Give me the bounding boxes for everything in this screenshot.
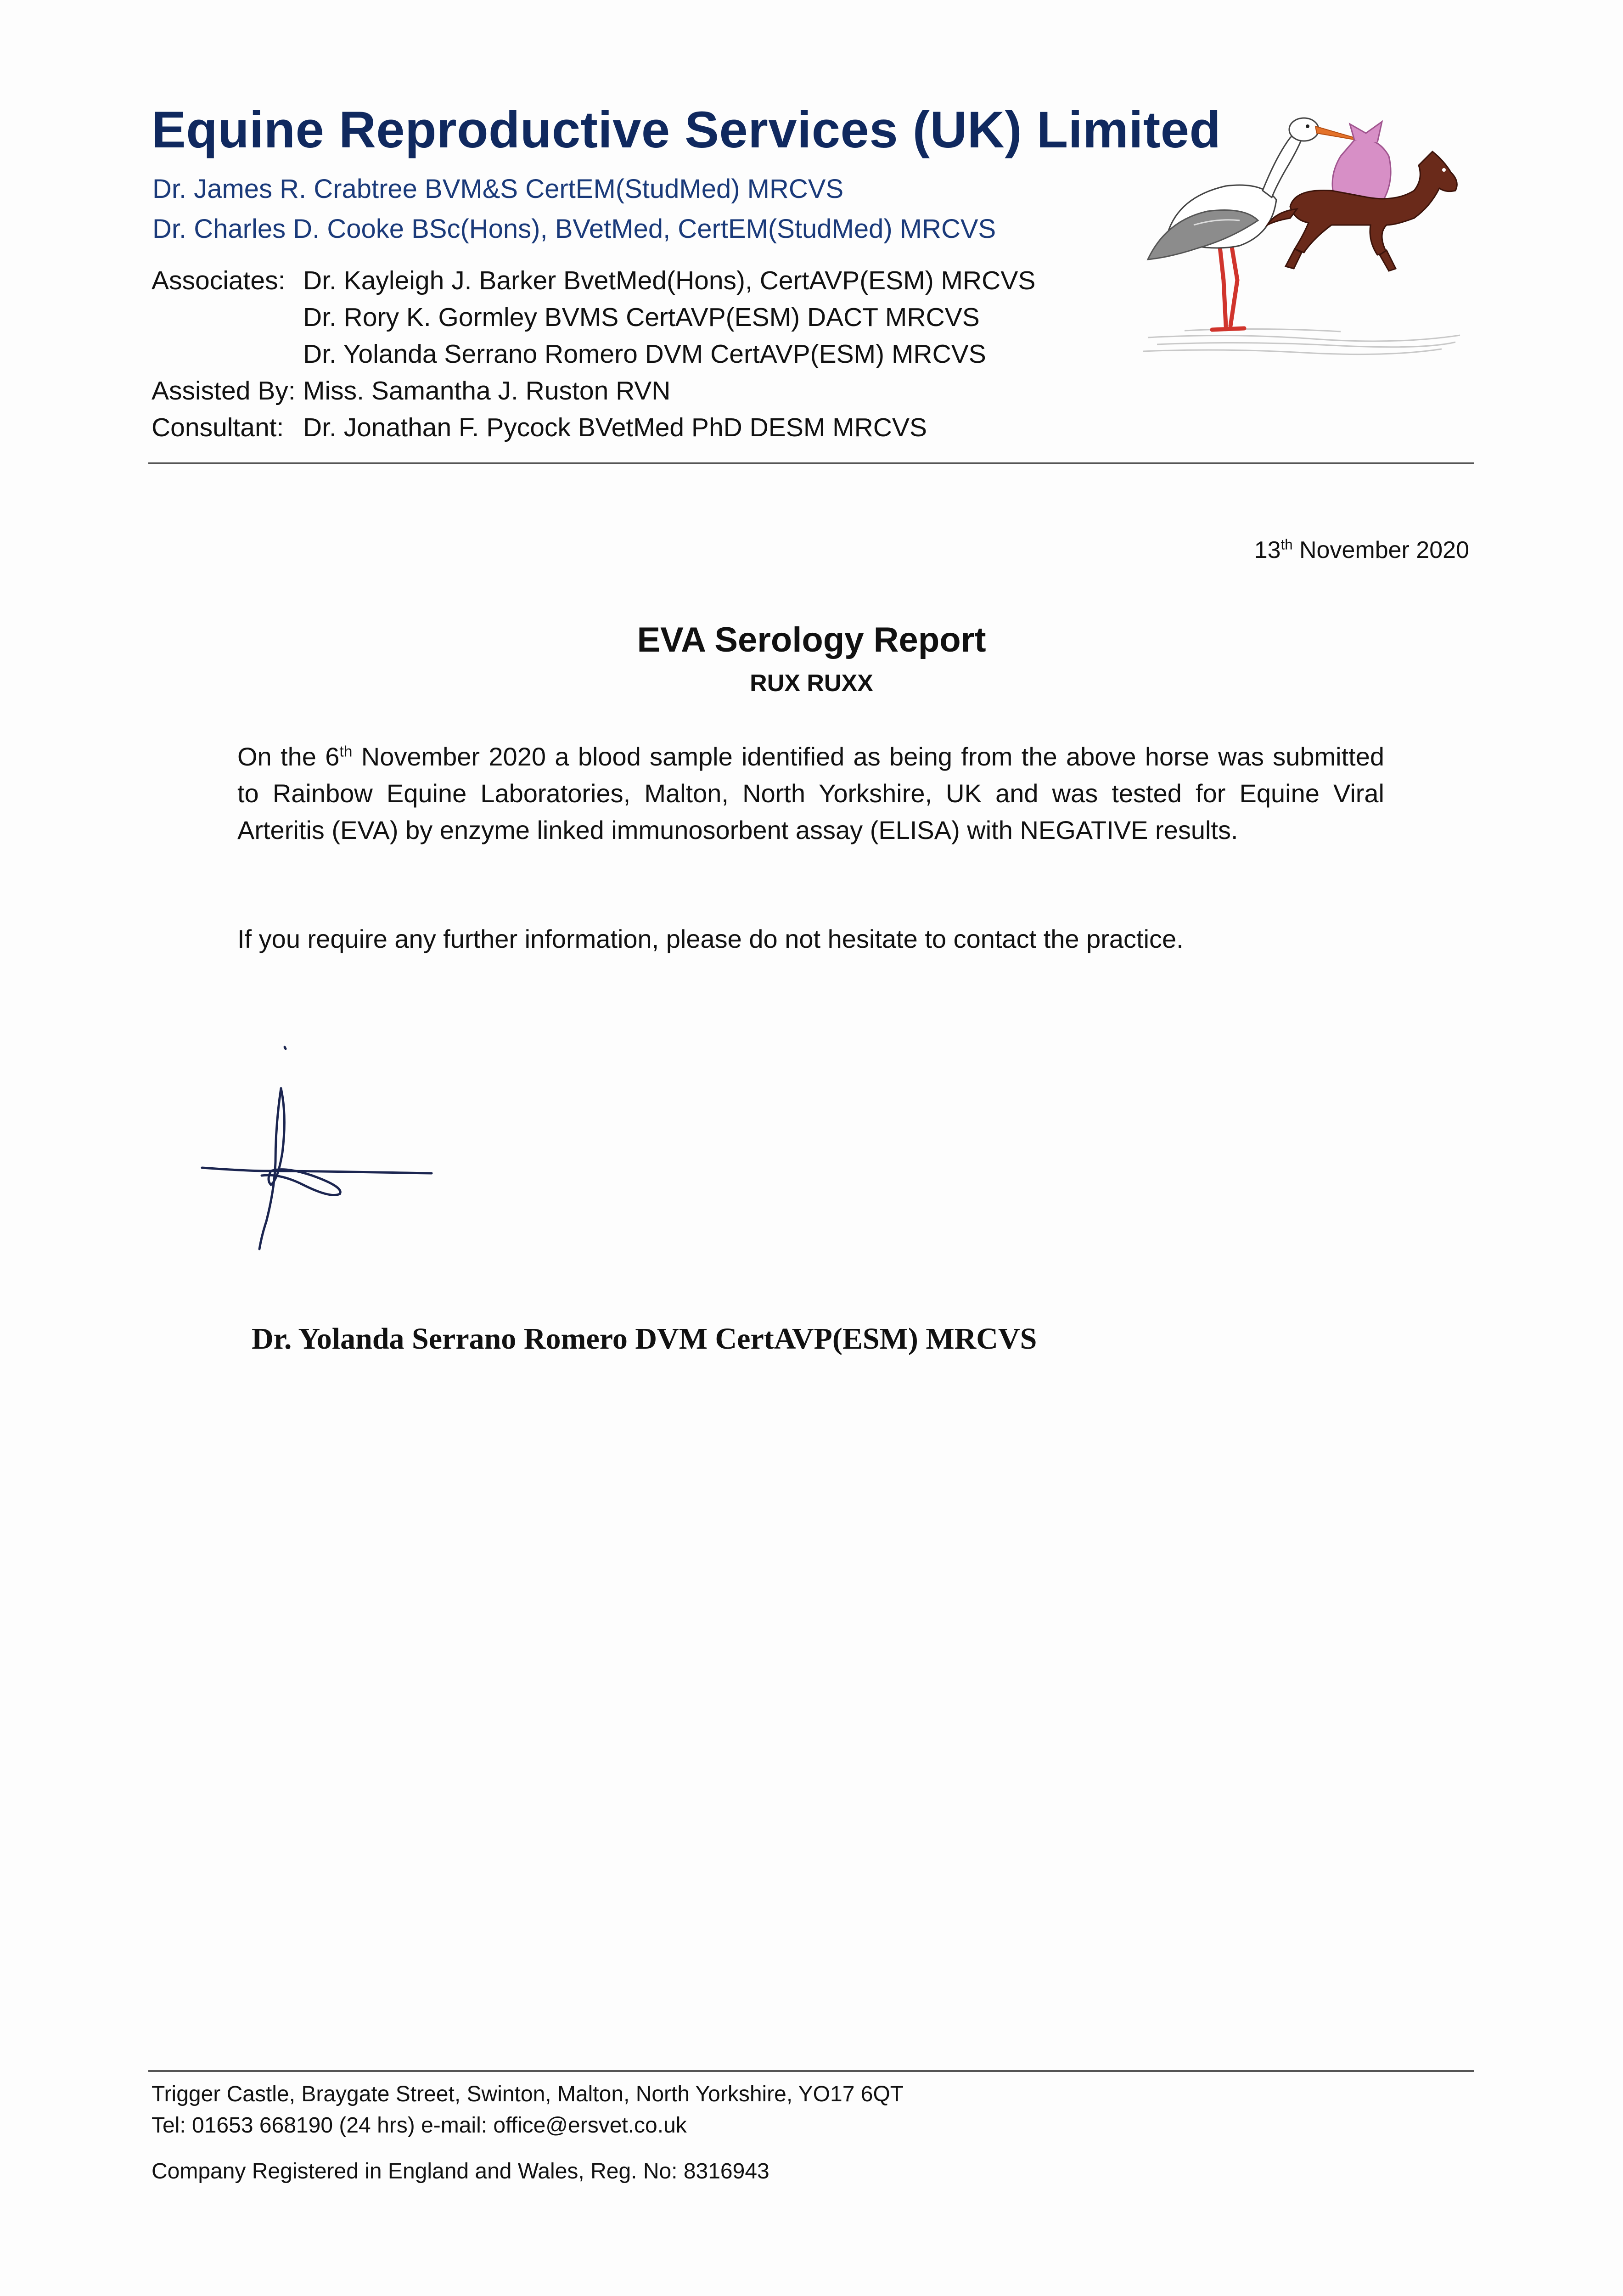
para1-start: On the 6	[237, 742, 340, 771]
partner-crabtree: Dr. James R. Crabtree BVM&S CertEM(StudMed) MRCVS	[152, 174, 844, 204]
date-day: 13	[1254, 537, 1281, 563]
consultant-pycock: Dr. Jonathan F. Pycock BVetMed PhD DESM MRCVS	[303, 413, 927, 442]
consultant-row	[152, 412, 927, 443]
assisted-label: Assisted By:	[152, 376, 296, 405]
date-suffix: th	[1280, 536, 1293, 553]
para1-rest: November 2020 a blood sample identified as being from the above horse was submitted to Rainbow Equine Laboratories, Malton, North Yorkshire, UK and was tested for Equine Viral Arteritis (EVA) by enzyme linked immunosorbent assay (ELISA) with NEGATIVE results.	[237, 742, 1385, 844]
associates-label: Associates:	[152, 266, 286, 295]
report-paragraph-contact: If you require any further information, please do not hesitate to contact the practice.	[237, 924, 1184, 953]
footer-address: Trigger Castle, Braygate Street, Swinton, Malton, North Yorkshire, YO17 6QT	[152, 2082, 904, 2106]
associate-barker: Dr. Kayleigh J. Barker BvetMed(Hons), CertAVP(ESM) MRCVS	[303, 266, 1036, 295]
header-divider	[148, 462, 1474, 464]
associates-row	[152, 265, 1035, 296]
handwritten-signature	[193, 1033, 450, 1263]
associate-serrano: Dr. Yolanda Serrano Romero DVM CertAVP(ESM) MRCVS	[303, 339, 986, 369]
footer-contact: Tel: 01653 668190 (24 hrs) e-mail: office@ersvet.co.uk	[152, 2113, 687, 2138]
date-rest: November 2020	[1292, 537, 1469, 563]
stork-carrying-foal-icon	[1139, 87, 1478, 363]
signatory-name: Dr. Yolanda Serrano Romero DVM CertAVP(ESM) MRCVS	[252, 1322, 1037, 1356]
assisted-row	[152, 376, 670, 406]
report-paragraph-results	[237, 738, 1384, 849]
partner-cooke: Dr. Charles D. Cooke BSc(Hons), BVetMed, CertEM(StudMed) MRCVS	[152, 214, 996, 244]
consultant-label: Consultant:	[152, 413, 284, 442]
footer-registration: Company Registered in England and Wales, Reg. No: 8316943	[152, 2159, 769, 2183]
para1-suffix: th	[339, 743, 353, 760]
report-date	[1254, 536, 1469, 564]
associate-gormley: Dr. Rory K. Gormley BVMS CertAVP(ESM) DACT MRCVS	[303, 303, 980, 332]
assistant-ruston: Miss. Samantha J. Ruston RVN	[303, 376, 671, 405]
company-name: Equine Reproductive Services (UK) Limited	[152, 101, 1221, 158]
horse-name: RUX RUXX	[750, 670, 873, 697]
footer-divider	[148, 2070, 1474, 2072]
report-title: EVA Serology Report	[637, 620, 986, 659]
